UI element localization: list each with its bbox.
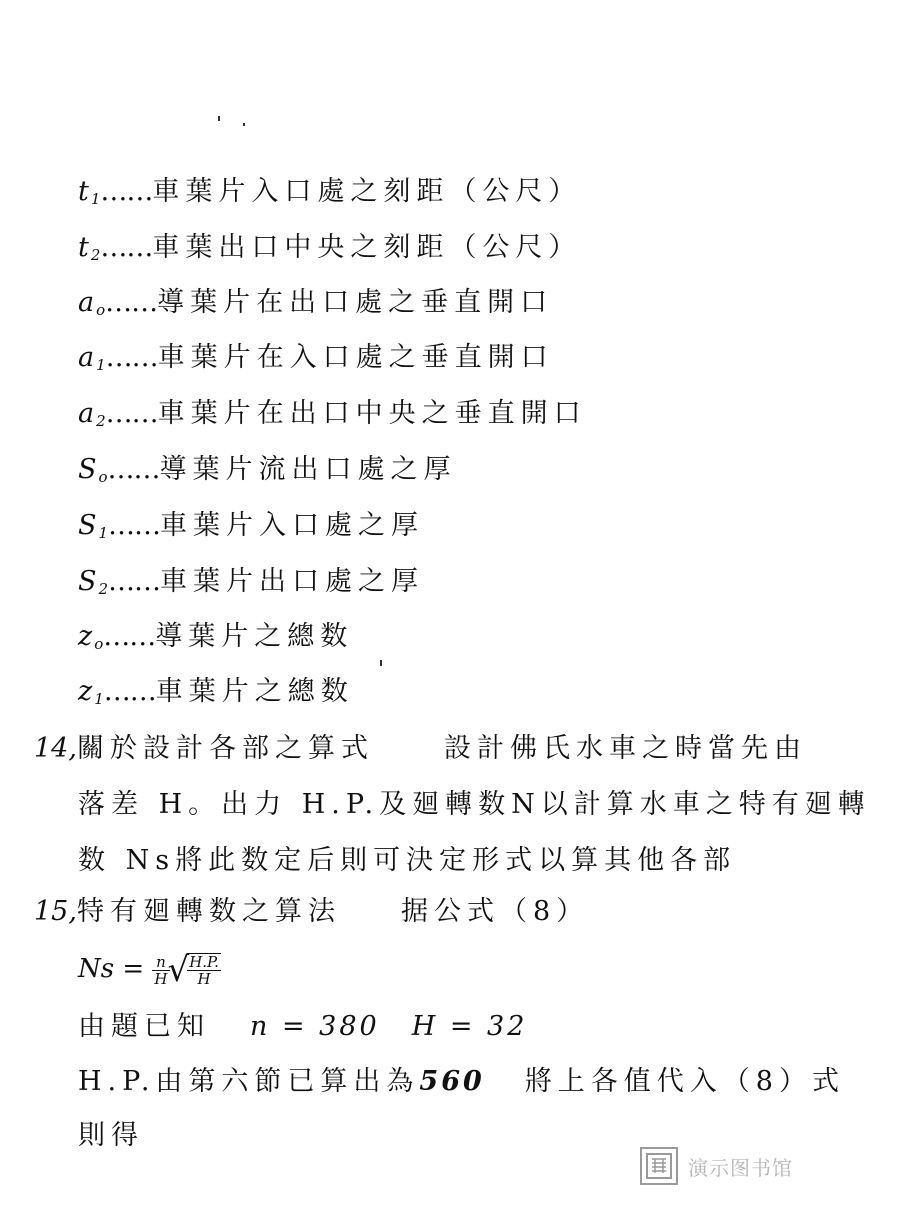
n-value: n = 380: [250, 1011, 380, 1042]
definition-line: [78, 621, 353, 660]
subscript: 1: [90, 190, 101, 208]
section-15-heading-line: [34, 896, 589, 928]
specific-speed-formula: [78, 950, 221, 990]
symbol: z: [78, 621, 93, 652]
section-14-line-3: 数 Ns將此数定后則可決定形式以算其他各部: [78, 845, 737, 876]
radicand: [187, 953, 221, 987]
leader-dots: ……: [105, 342, 158, 373]
hp-line: [78, 1066, 845, 1098]
definition-text: 車葉片在入口處之垂直開口: [157, 342, 554, 373]
symbol: a: [78, 287, 95, 318]
radicand-numerator: H.P.: [189, 953, 219, 971]
formula-reference: 据公式（8）: [400, 896, 590, 927]
symbol: S: [78, 454, 97, 485]
hp-tail: 將上各值代入（8）式: [524, 1066, 845, 1097]
formula-equals: =: [122, 954, 145, 984]
scan-speck: [380, 660, 382, 666]
subscript: 1: [96, 356, 106, 374]
symbol: a: [78, 342, 95, 373]
leader-dots: ……: [100, 176, 153, 207]
leader-dots: ……: [105, 398, 158, 429]
subscript: 2: [98, 580, 109, 598]
section-number: 14,: [34, 733, 77, 764]
leader-dots: ……: [103, 621, 156, 652]
definition-line: [78, 287, 553, 326]
definition-text: 車葉片在出口中央之垂直開口: [157, 398, 587, 429]
final-line: 則得: [78, 1120, 144, 1151]
subscript: o: [98, 468, 108, 486]
definition-text: 車葉片入口處之厚: [160, 510, 425, 541]
section-14-heading-line: [34, 733, 807, 765]
leader-dots: ……: [105, 287, 158, 318]
symbol: t: [78, 232, 89, 263]
definition-line: [78, 342, 554, 381]
hp-value: 560: [419, 1066, 485, 1097]
seal-logo-icon: [640, 1147, 678, 1185]
definition-text: 導葉片流出口處之厚: [159, 454, 457, 485]
radicand-denominator: H: [197, 970, 211, 988]
formula-lhs: Ns: [78, 954, 115, 984]
leader-dots: ……: [103, 676, 156, 707]
section-title: 特有廻轉数之算法: [76, 896, 341, 927]
scan-speck: [218, 116, 220, 121]
fraction-numerator: n: [152, 954, 169, 971]
symbol: S: [78, 566, 97, 597]
subscript: 1: [94, 690, 104, 708]
radicand-fraction: [187, 954, 221, 987]
leader-dots: ……: [108, 566, 161, 597]
definition-text: 車葉片之總数: [155, 676, 354, 707]
definition-line: [78, 566, 424, 605]
definition-text: 導葉片在出口處之垂直開口: [157, 287, 554, 318]
section-number: 15,: [34, 896, 77, 927]
leader-dots: ……: [107, 454, 160, 485]
subscript: o: [96, 301, 106, 319]
known-values-line: [78, 1011, 529, 1043]
hp-text: H.P.由第六節已算出為: [78, 1066, 420, 1097]
definition-text: 車葉片入口處之刻距（公尺）: [152, 176, 582, 207]
watermark: [640, 1145, 793, 1187]
definition-text: 車葉出口中央之刻距（公尺）: [152, 232, 582, 263]
section-title: 關於設計各部之算式: [76, 733, 374, 764]
symbol: z: [78, 676, 93, 707]
fraction-denominator: H: [154, 969, 168, 988]
definition-line: [78, 676, 354, 715]
known-lead: 由題已知: [78, 1011, 210, 1042]
subscript: 1: [98, 524, 109, 542]
subscript: 2: [96, 412, 106, 430]
definition-line: [78, 232, 581, 271]
leader-dots: ……: [100, 232, 153, 263]
symbol: S: [78, 510, 97, 541]
definition-text: 車葉片出口處之厚: [160, 566, 425, 597]
leader-dots: ……: [108, 510, 161, 541]
watermark-text: 演示图书馆: [688, 1155, 793, 1180]
symbol: a: [78, 398, 95, 429]
definition-line: [78, 454, 457, 493]
definition-line: [78, 398, 587, 437]
definition-line: [78, 510, 424, 549]
h-value: H = 32: [411, 1011, 528, 1042]
section-text: 設計佛氏水車之時當先由: [443, 733, 807, 764]
section-14-line-2: 落差 H。出力 H.P.及廻轉数N以計算水車之特有廻轉: [78, 789, 871, 820]
subscript: o: [94, 635, 104, 653]
definition-text: 導葉片之總数: [155, 621, 354, 652]
symbol: t: [78, 176, 89, 207]
definition-line: [78, 176, 581, 215]
sqrt-sign-icon: √: [167, 950, 190, 990]
subscript: 2: [90, 246, 101, 264]
scan-speck: [243, 123, 245, 126]
